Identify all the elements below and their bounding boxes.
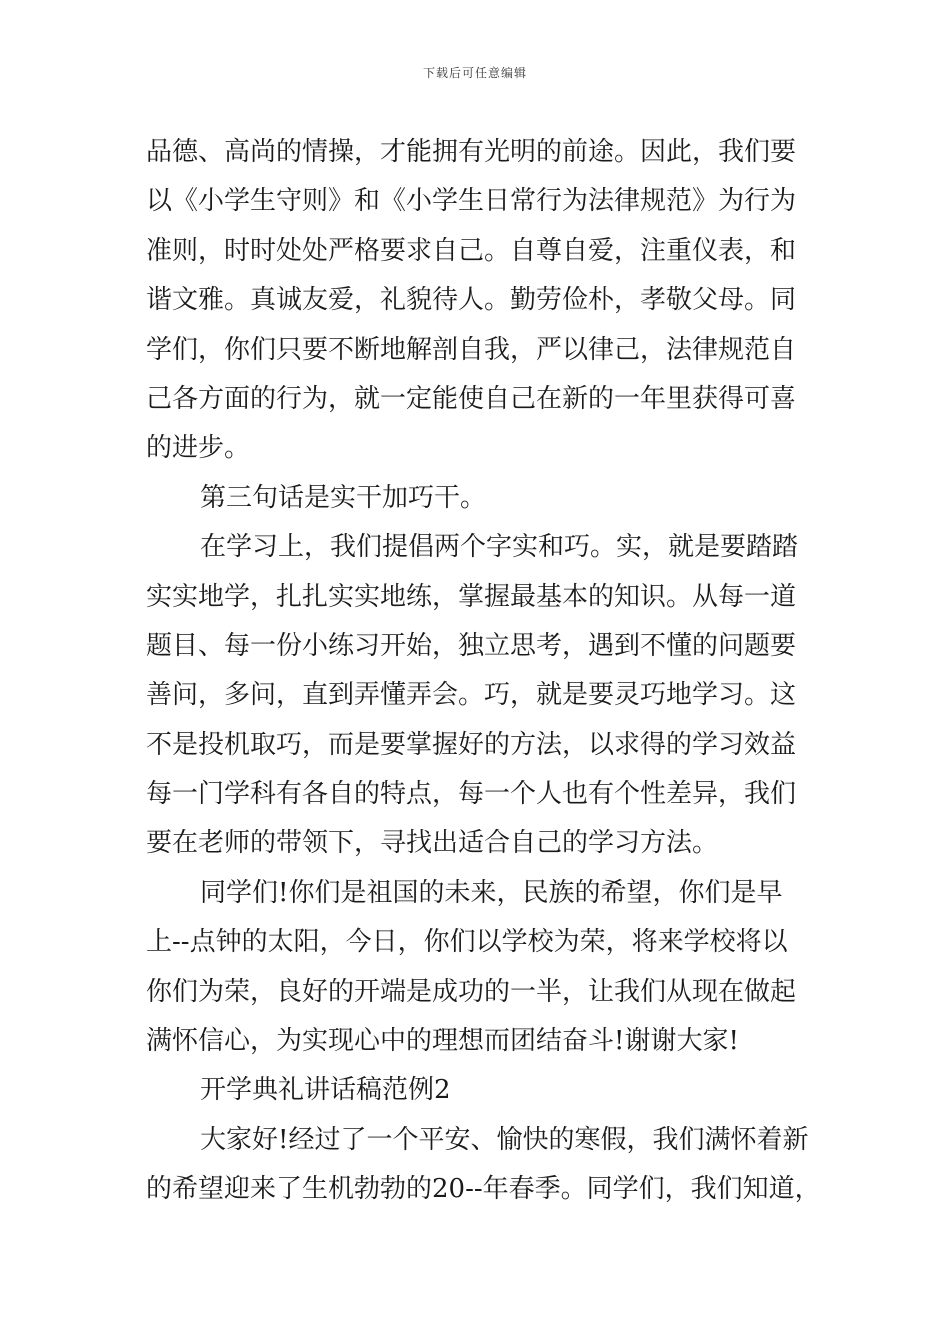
text-line: 谐文雅。真诚友爱，礼貌待人。勤劳俭朴，孝敬父母。同 bbox=[146, 285, 797, 316]
section-heading: 第三句话是实干加巧干。 bbox=[200, 482, 487, 513]
text-line: 题目、每一份小练习开始，独立思考，遇到不懂的问题要 bbox=[146, 630, 797, 661]
text-line: 己各方面的行为，就一定能使自己在新的一年里获得可喜 bbox=[146, 383, 797, 414]
text-line: 满怀信心，为实现心中的理想而团结奋斗!谢谢大家! bbox=[146, 1026, 739, 1057]
text-line: 的希望迎来了生机勃勃的20--年春季。同学们，我们知道， bbox=[146, 1174, 821, 1205]
text-line: 每一门学科有各自的特点，每一个人也有个性差异，我们 bbox=[146, 779, 797, 810]
text-line: 你们为荣，良好的开端是成功的一半，让我们从现在做起 bbox=[146, 976, 797, 1007]
text-line: 品德、高尚的情操，才能拥有光明的前途。因此，我们要 bbox=[146, 137, 797, 167]
paragraph-start-line: 同学们!你们是祖国的未来，民族的希望，你们是早 bbox=[200, 877, 783, 908]
text-line: 实实地学，扎扎实实地练，掌握最基本的知识。从每一道 bbox=[146, 581, 797, 612]
text-line: 以《小学生守则》和《小学生日常行为法律规范》为行为 bbox=[146, 186, 797, 217]
section-title: 开学典礼讲话稿范例2 bbox=[200, 1075, 451, 1106]
text-line: 上--点钟的太阳，今日，你们以学校为荣，将来学校将以 bbox=[146, 927, 788, 958]
text-line: 准则，时时处处严格要求自己。自尊自爱，注重仪表，和 bbox=[146, 235, 797, 266]
text-line: 的进步。 bbox=[146, 433, 251, 464]
paragraph-start-line: 大家好!经过了一个平安、愉快的寒假，我们满怀着新 bbox=[200, 1124, 809, 1155]
text-line: 不是投机取巧，而是要掌握好的方法，以求得的学习效益 bbox=[146, 729, 797, 760]
page-header: 下载后可任意编辑 bbox=[422, 66, 527, 80]
paragraph-start-line: 在学习上，我们提倡两个字实和巧。实，就是要踏踏 bbox=[200, 532, 799, 563]
text-line: 要在老师的带领下，寻找出适合自己的学习方法。 bbox=[146, 828, 719, 859]
document-body bbox=[146, 128, 826, 1215]
text-line: 学们，你们只要不断地解剖自我，严以律己，法律规范自 bbox=[146, 334, 797, 365]
text-line: 善问，多问，直到弄懂弄会。巧，就是要灵巧地学习。这 bbox=[146, 680, 797, 711]
